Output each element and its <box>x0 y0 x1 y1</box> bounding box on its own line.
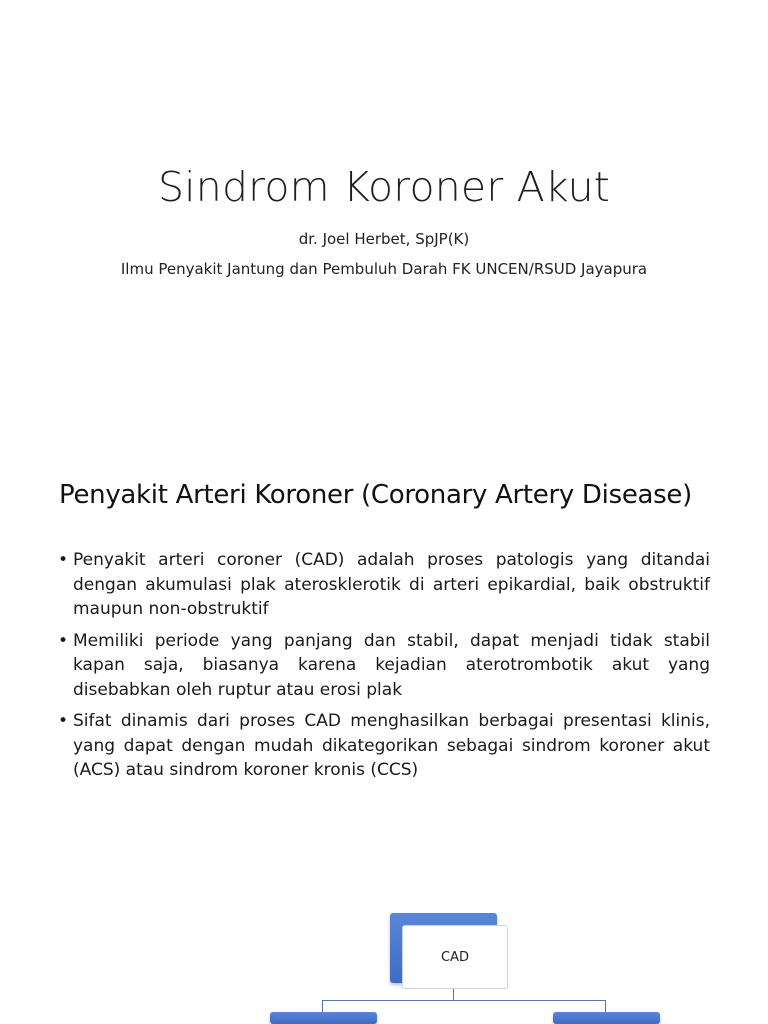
bullet-dot-icon: • <box>58 711 69 731</box>
bullet-dot-icon: • <box>58 550 69 570</box>
cad-hierarchy-diagram <box>0 452 768 1024</box>
content-slide <box>0 452 768 1024</box>
bullet-dot-icon: • <box>58 630 69 651</box>
author-name: dr. Joel Herbet, SpJP(K) <box>298 230 470 248</box>
author-affiliation: Ilmu Penyakit Jantung dan Pembuluh Darah FK UNCEN/RSUD Jayapura <box>120 260 648 278</box>
title-slide <box>0 0 768 452</box>
child-node-right <box>553 1012 660 1024</box>
bullet-text: Sifat dinamis dari proses CAD menghasilkan berbagai presentasi klinis, yang dapat dengan mudah dikategorikan sebagai sindrom koroner akut (ACS) atau sindrom koroner kronis (CCS) <box>73 711 710 780</box>
section-heading: Penyakit Arteri Koroner (Coronary Artery Disease) <box>59 480 692 510</box>
bullet-text: Memiliki periode yang panjang dan stabil, dapat menjadi tidak stabil kapan saja, biasanya karena kejadian aterotrombotik akut yang disebabkan oleh ruptur atau erosi plak <box>73 630 710 700</box>
slide-title: Sindrom Koroner Akut <box>157 163 611 211</box>
child-node-left <box>270 1012 377 1024</box>
connector-vertical <box>453 989 454 1000</box>
root-node-label: CAD <box>441 949 469 965</box>
root-node <box>402 925 508 989</box>
connector-horizontal <box>322 1000 606 1001</box>
bullet-text: Penyakit arteri coroner (CAD) adalah proses patologis yang ditandai dengan akumulasi plak aterosklerotik di arteri epikardial, baik obstruktif maupun non-obstruktif <box>73 550 710 619</box>
